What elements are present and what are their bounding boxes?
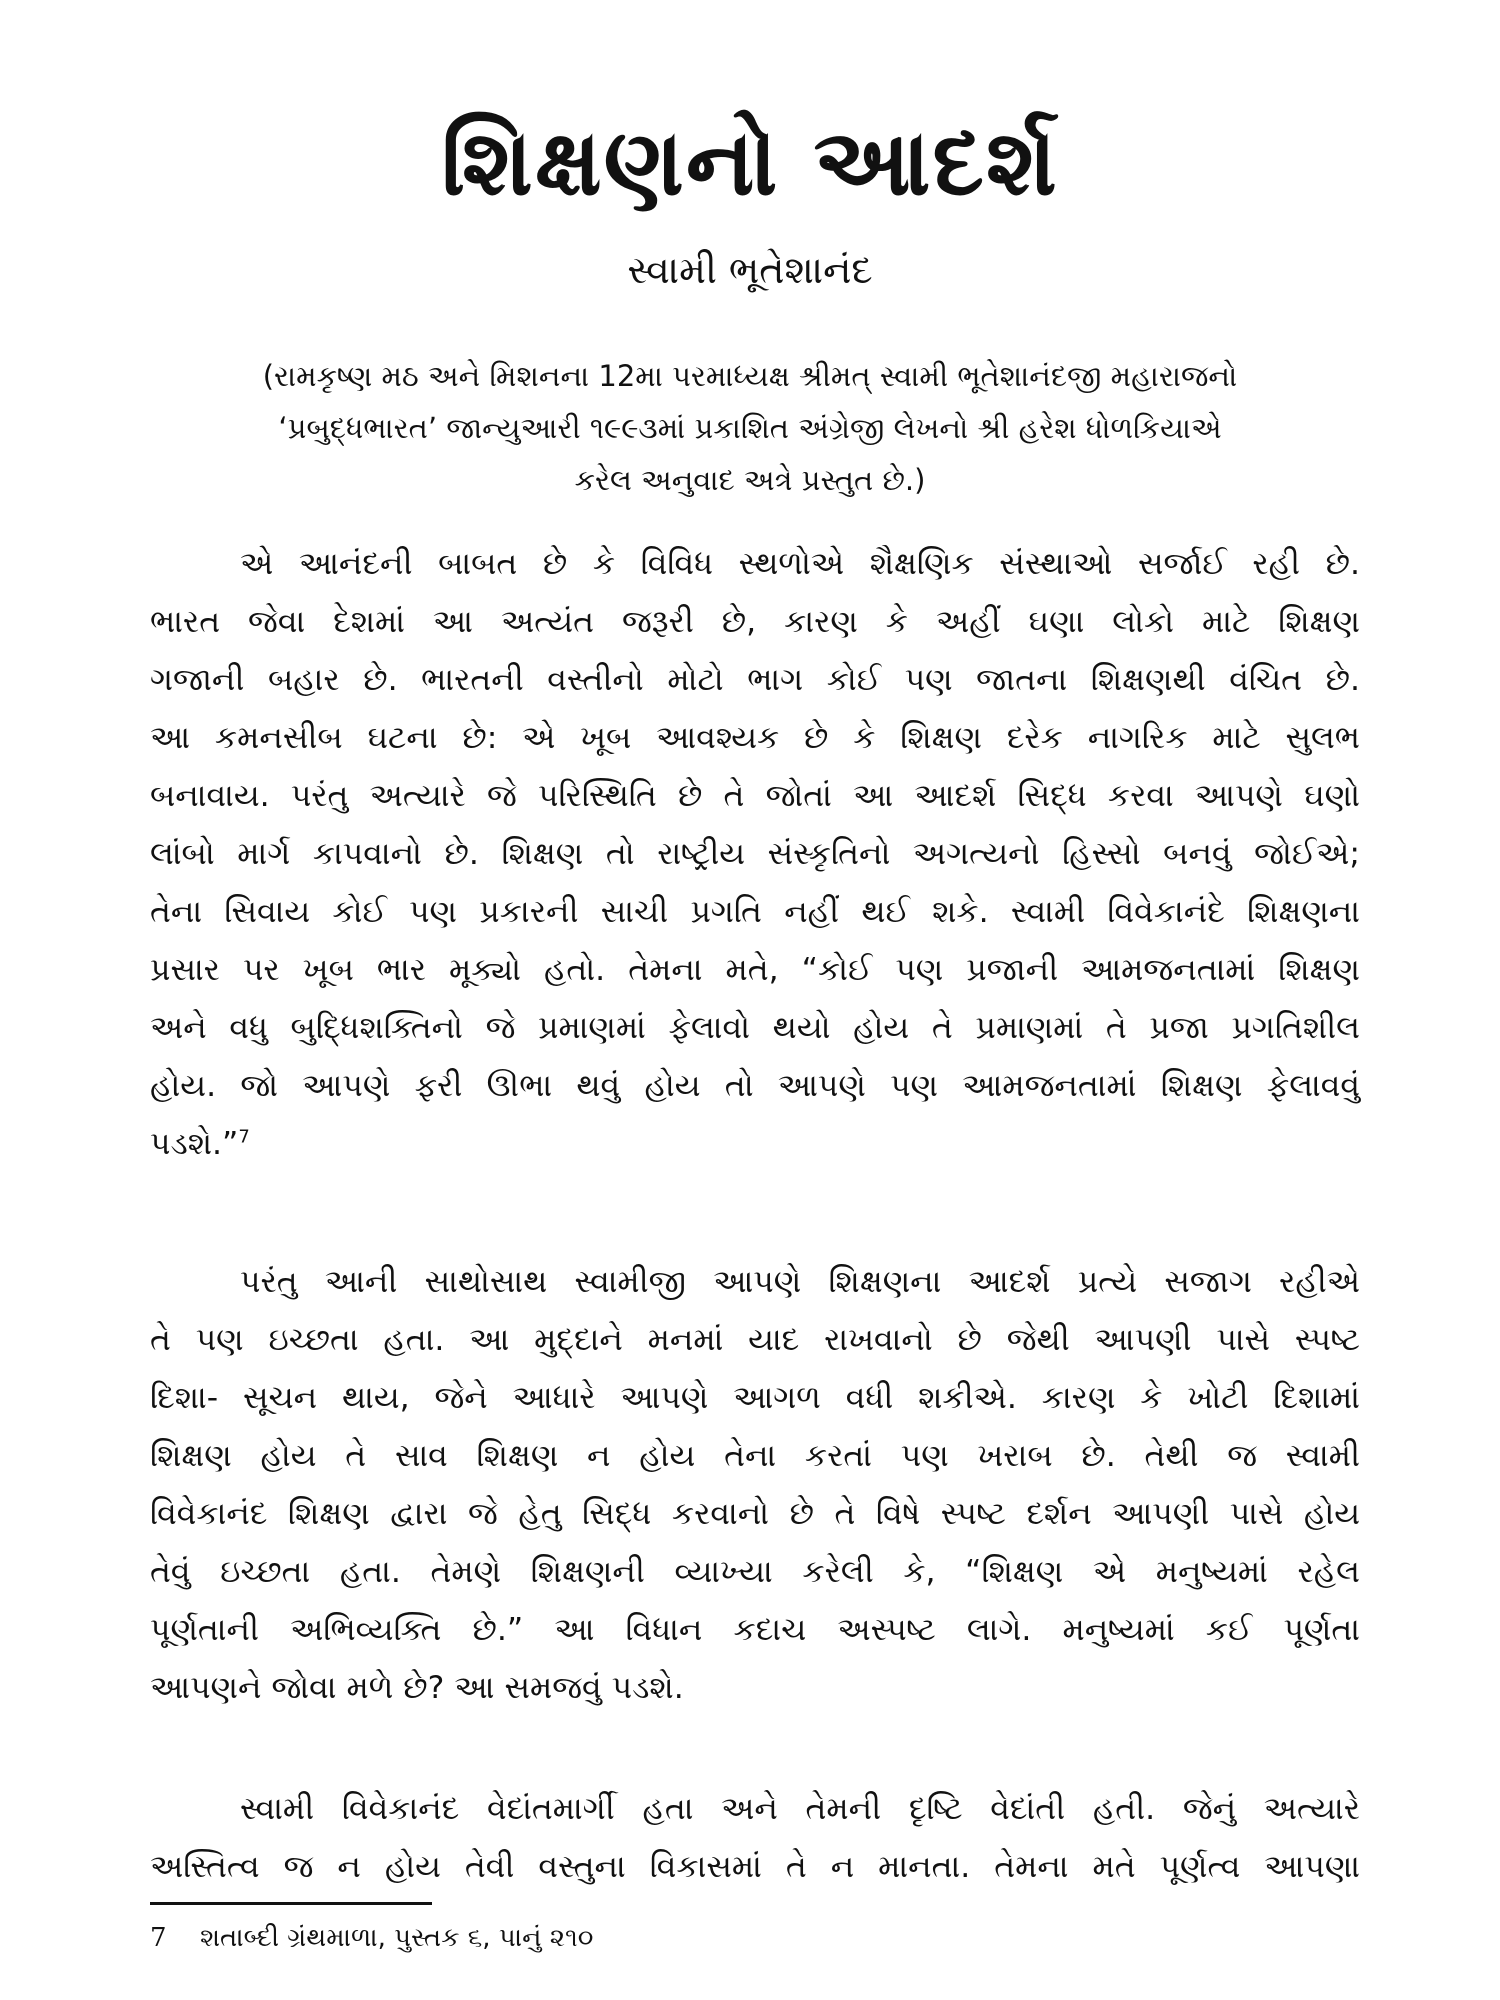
page-title: શિક્ષણનો આદર્શ: [441, 109, 1059, 216]
paragraph-3: [150, 1780, 1360, 1896]
text-line: અસ્તિત્વ જ ન હોય તેવી વસ્તુના વિકાસમાં તે ન માનતા. તેમના મતે પૂર્ણત્વ આપણા: [150, 1849, 1360, 1885]
text-line: આ કમનસીબ ઘટના છે: એ ખૂબ આવશ્યક છે કે શિક્ષણ દરેક નાગરિક માટે સુલભ: [150, 720, 1360, 756]
text-line: તે પણ ઇચ્છતા હતા. આ મુદ્દાને મનમાં યાદ રાખવાનો છે જેથી આપણી પાસે સ્પષ્ટ: [150, 1322, 1360, 1358]
text-fragment: પડશે.”: [150, 1126, 239, 1162]
footnote-reference: 7: [238, 1126, 250, 1148]
footnote-text: શતાબ્દી ગ્રંથમાળા, પુસ્તક ૬, પાનું ૨૧૦: [200, 1923, 594, 1953]
text-line: ભારત જેવા દેશમાં આ અત્યંત જરૂરી છે, કારણ કે અહીં ઘણા લોકો માટે શિક્ષણ: [150, 604, 1360, 640]
text-line: અને વધુ બુદ્ધિશક્તિનો જે પ્રમાણમાં ફેલાવો થયો હોય તે પ્રમાણમાં તે પ્રજા પ્રગતિશીલ: [150, 1010, 1360, 1046]
text-line: બનાવાય. પરંતુ અત્યારે જે પરિસ્થિતિ છે તે જોતાં આ આદર્શ સિદ્ધ કરવા આપણે ઘણો: [150, 778, 1360, 814]
text-line: પ્રસાર પર ખૂબ ભાર મૂક્યો હતો. તેમના મતે, “કોઈ પણ પ્રજાની આમજનતામાં શિક્ષણ: [150, 952, 1360, 988]
text-line: હોય. જો આપણે ફરી ઊભા થવું હોય તો આપણે પણ આમજનતામાં શિક્ષણ ફેલાવવું: [150, 1068, 1360, 1104]
intro-line: (રામકૃષ્ણ મઠ અને મિશનના 12મા પરમાધ્યક્ષ શ્રીમત્ સ્વામી ભૂતેશાનંદજી મહારાજનો: [262, 359, 1238, 393]
text-line: વિવેકાનંદ શિક્ષણ દ્વારા જે હેતુ સિદ્ધ કરવાનો છે તે વિષે સ્પષ્ટ દર્શન આપણી પાસે હોય: [150, 1496, 1360, 1532]
intro-line: ‘પ્રબુદ્ધભારત’ જાન્યુઆરી ૧૯૯૩માં પ્રકાશિત અંગ્રેજી લેખનો શ્રી હરેશ ધોળકિયાએ: [278, 411, 1222, 445]
paragraph-2: [150, 1253, 1360, 1717]
text-line: લાંબો માર્ગ કાપવાનો છે. શિક્ષણ તો રાષ્ટ્રીય સંસ્કૃતિનો અગત્યનો હિસ્સો બનવું જોઈએ;: [150, 836, 1360, 872]
text-line: ગજાની બહાર છે. ભારતની વસ્તીનો મોટો ભાગ કોઈ પણ જાતના શિક્ષણથી વંચિત છે.: [150, 662, 1360, 698]
footnote-divider: [150, 1902, 432, 1905]
text-line: તેવું ઇચ્છતા હતા. તેમણે શિક્ષણની વ્યાખ્યા કરેલી કે, “શિક્ષણ એ મનુષ્યમાં રહેલ: [150, 1554, 1360, 1590]
intro-note: [170, 350, 1330, 506]
text-line: દિશા- સૂચન થાય, જેને આધારે આપણે આગળ વધી શકીએ. કારણ કે ખોટી દિશામાં: [150, 1380, 1360, 1416]
text-line: એ આનંદની બાબત છે કે વિવિધ સ્થળોએ શૈક્ષણિક સંસ્થાઓ સર્જાઈ રહી છે.: [240, 546, 1360, 582]
text-line: શિક્ષણ હોય તે સાવ શિક્ષણ ન હોય તેના કરતાં પણ ખરાબ છે. તેથી જ સ્વામી: [150, 1438, 1360, 1474]
text-line: પરંતુ આની સાથોસાથ સ્વામીજી આપણે શિક્ષણના આદર્શ પ્રત્યે સજાગ રહીએ: [240, 1264, 1360, 1300]
text-line: [150, 1115, 1360, 1173]
text-line: તેના સિવાય કોઈ પણ પ્રકારની સાચી પ્રગતિ નહીં થઈ શકે. સ્વામી વિવેકાનંદે શિક્ષણના: [150, 894, 1360, 930]
author-name: સ્વામી ભૂતેશાનંદ: [627, 248, 873, 292]
text-line: પૂર્ણતાની અભિવ્યક્તિ છે.” આ વિધાન કદાચ અસ્પષ્ટ લાગે. મનુષ્યમાં કઈ પૂર્ણતા: [150, 1612, 1360, 1648]
text-line: સ્વામી વિવેકાનંદ વેદાંતમાર્ગી હતા અને તેમની દૃષ્ટિ વેદાંતી હતી. જેનું અત્યારે: [240, 1791, 1360, 1827]
footnote-number: 7: [150, 1923, 167, 1953]
text-line: આપણને જોવા મળે છે? આ સમજવું પડશે.: [150, 1670, 684, 1706]
paragraph-1: [150, 535, 1360, 1173]
intro-line: કરેલ અનુવાદ અત્રે પ્રસ્તુત છે.): [574, 463, 926, 497]
footnote: [150, 1918, 593, 1958]
